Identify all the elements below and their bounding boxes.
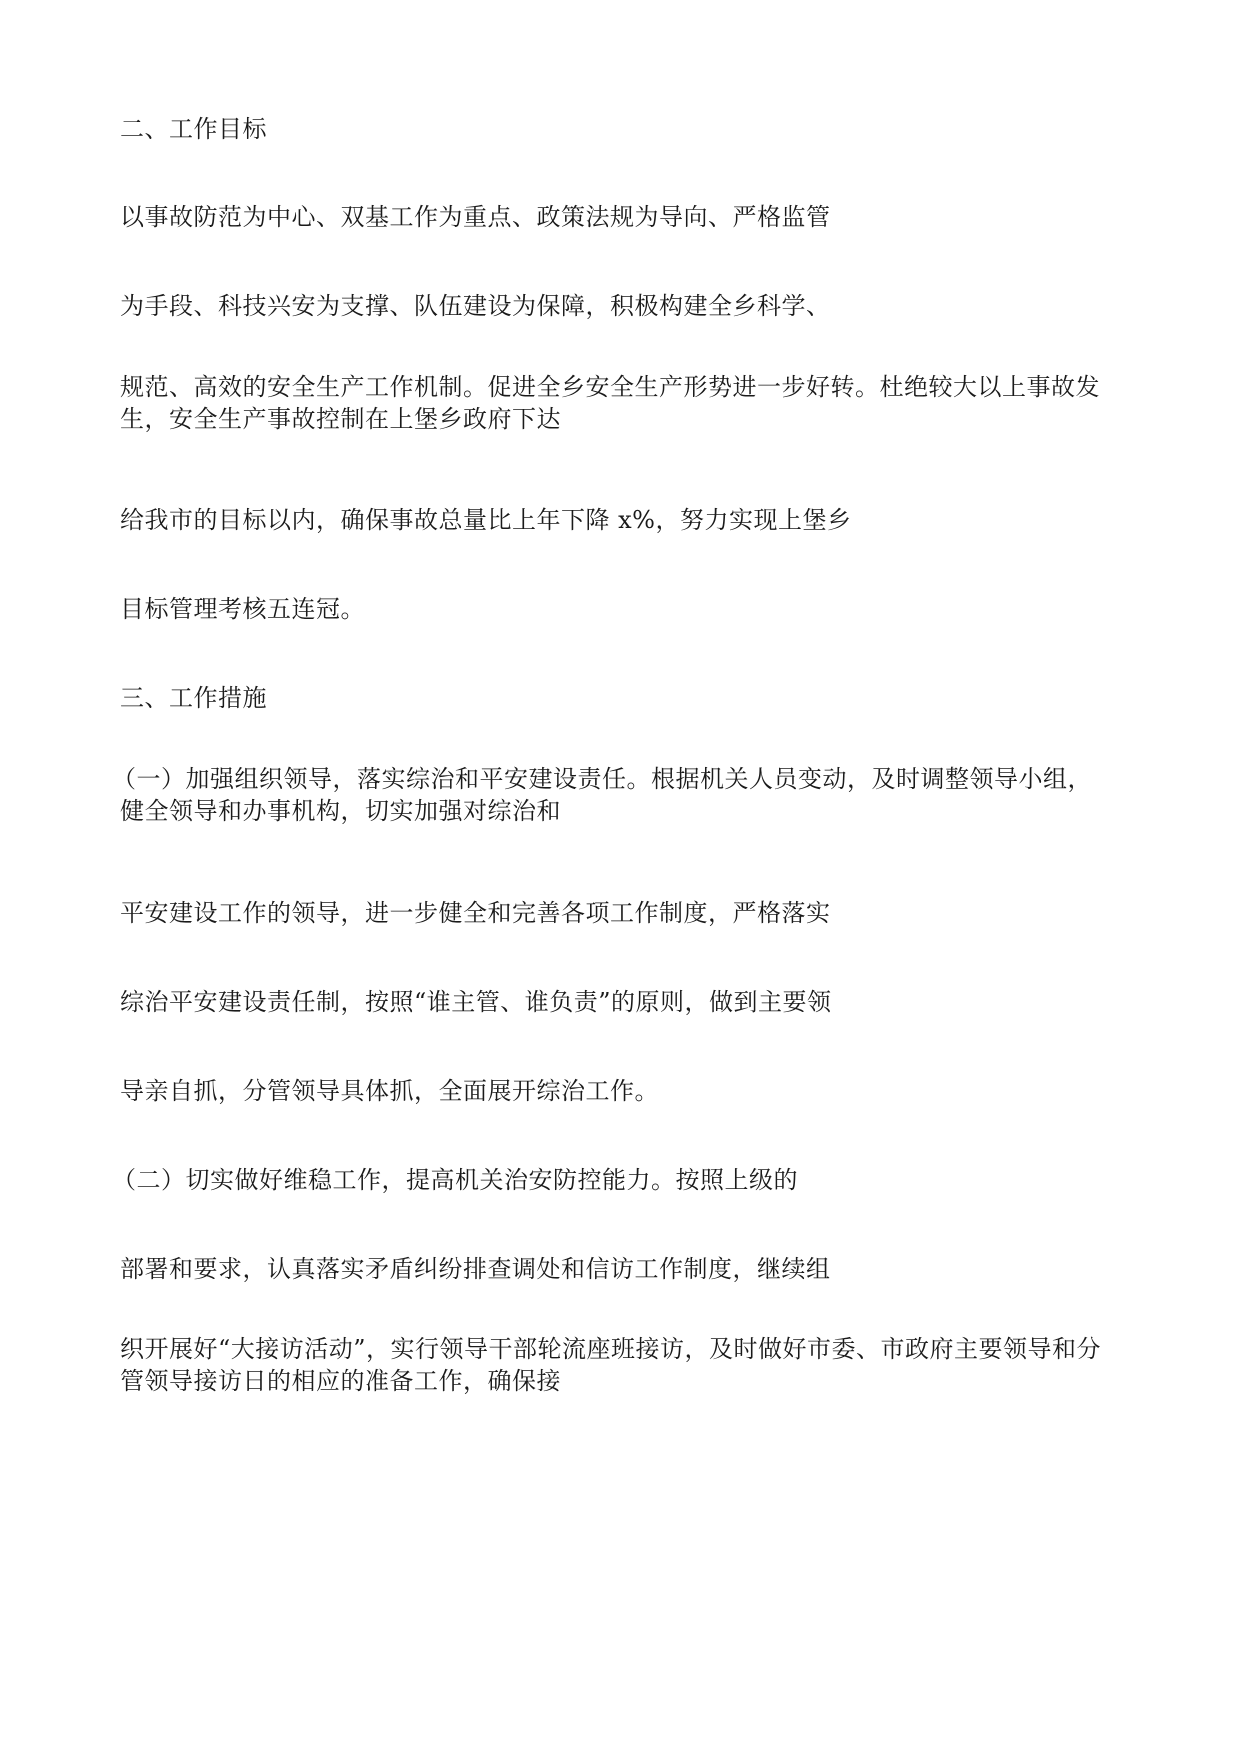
paragraph-line: 生，安全生产事故控制在上堡乡政府下达 [120, 405, 561, 433]
paragraph-line: 规范、高效的安全生产工作机制。促进全乡安全生产形势进一步好转。杜绝较大以上事故发 [120, 373, 1100, 401]
paragraph-line: 导亲自抓，分管领导具体抓，全面展开综治工作。 [120, 1077, 659, 1105]
paragraph-line: 目标管理考核五连冠。 [120, 595, 365, 623]
paragraph-line: 部署和要求，认真落实矛盾纠纷排查调处和信访工作制度，继续组 [120, 1255, 831, 1283]
paragraph-line: 健全领导和办事机构，切实加强对综治和 [120, 797, 561, 825]
paragraph-line: （一）加强组织领导，落实综治和平安建设责任。根据机关人员变动，及时调整领导小组， [112, 765, 1092, 793]
paragraph-line: （二）切实做好维稳工作，提高机关治安防控能力。按照上级的 [112, 1166, 798, 1194]
paragraph-line: 给我市的目标以内，确保事故总量比上年下降 x%，努力实现上堡乡 [120, 506, 852, 534]
section-heading-measures: 三、工作措施 [120, 684, 267, 712]
paragraph-block [120, 1333, 1140, 1397]
paragraph-line: 综治平安建设责任制，按照“谁主管、谁负责”的原则，做到主要领 [120, 988, 832, 1016]
paragraph-block [112, 763, 1132, 827]
paragraph-line: 为手段、科技兴安为支撑、队伍建设为保障，积极构建全乡科学、 [120, 292, 831, 320]
paragraph-line: 管领导接访日的相应的准备工作，确保接 [120, 1367, 561, 1395]
paragraph-line: 织开展好“大接访活动”，实行领导干部轮流座班接访，及时做好市委、市政府主要领导和分 [120, 1335, 1102, 1363]
paragraph-block [120, 371, 1140, 435]
paragraph-line: 平安建设工作的领导，进一步健全和完善各项工作制度，严格落实 [120, 899, 831, 927]
paragraph-line: 以事故防范为中心、双基工作为重点、政策法规为导向、严格监管 [120, 203, 831, 231]
section-heading-goals: 二、工作目标 [120, 115, 267, 143]
